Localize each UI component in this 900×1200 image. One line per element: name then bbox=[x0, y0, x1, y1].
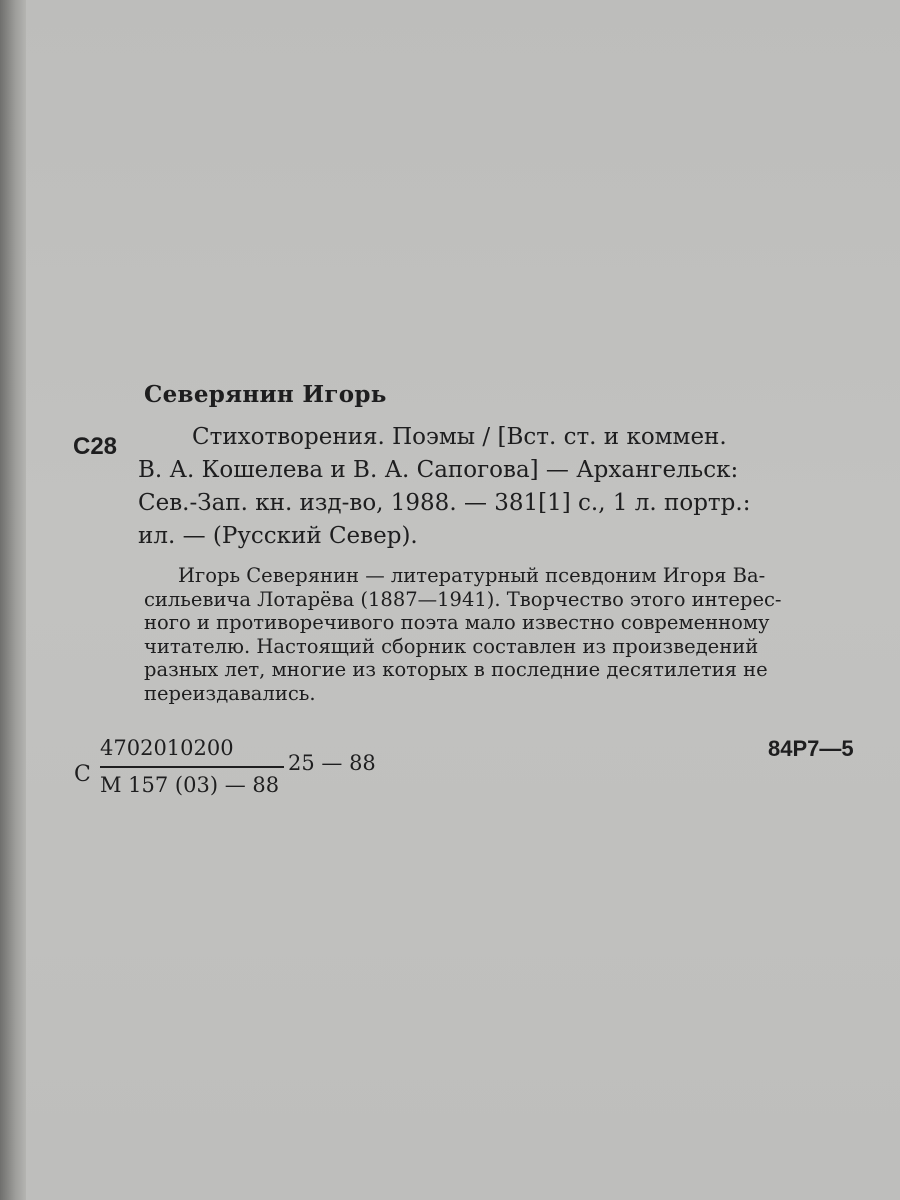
catalog-page bbox=[26, 0, 900, 1200]
imprint-denominator: М 157 (03) — 88 bbox=[100, 773, 280, 797]
imprint-fraction-rule bbox=[100, 766, 284, 768]
author-heading: Северянин Игорь bbox=[144, 381, 387, 408]
imprint-prefix: С bbox=[74, 762, 91, 787]
imprint-numerator: 4702010200 bbox=[100, 736, 234, 760]
imprint-suffix: 25 — 88 bbox=[288, 751, 376, 775]
author-mark-code: С28 bbox=[73, 433, 118, 460]
annotation-line: разных лет, многие из которых в последние десятилетия не bbox=[144, 658, 768, 681]
annotation-paragraph bbox=[144, 564, 874, 705]
classification-index: 84Р7—5 bbox=[768, 736, 854, 761]
annotation-line: сильевича Лотарёва (1887—1941). Творчество этого интерес- bbox=[144, 587, 782, 611]
biblio-line: В. А. Кошелева и В. А. Сапогова] — Архангельск: bbox=[138, 457, 739, 483]
biblio-line: ил. — (Русский Север). bbox=[138, 523, 418, 549]
book-spine-edge bbox=[0, 0, 26, 1200]
biblio-line: Сев.-Зап. кн. изд-во, 1988. — 381[1] с., 1 л. портр.: bbox=[138, 490, 751, 516]
biblio-line: Стихотворения. Поэмы / [Вст. ст. и коммен. bbox=[192, 424, 727, 450]
annotation-line: ного и противоречивого поэта мало известно современному bbox=[144, 611, 770, 634]
bibliographic-description bbox=[138, 421, 888, 553]
annotation-line: читателю. Настоящий сборник составлен из произведений bbox=[144, 634, 759, 658]
annotation-line: Игорь Северянин — литературный псевдоним Игоря Ва- bbox=[178, 564, 766, 587]
annotation-line: переиздавались. bbox=[144, 681, 316, 705]
